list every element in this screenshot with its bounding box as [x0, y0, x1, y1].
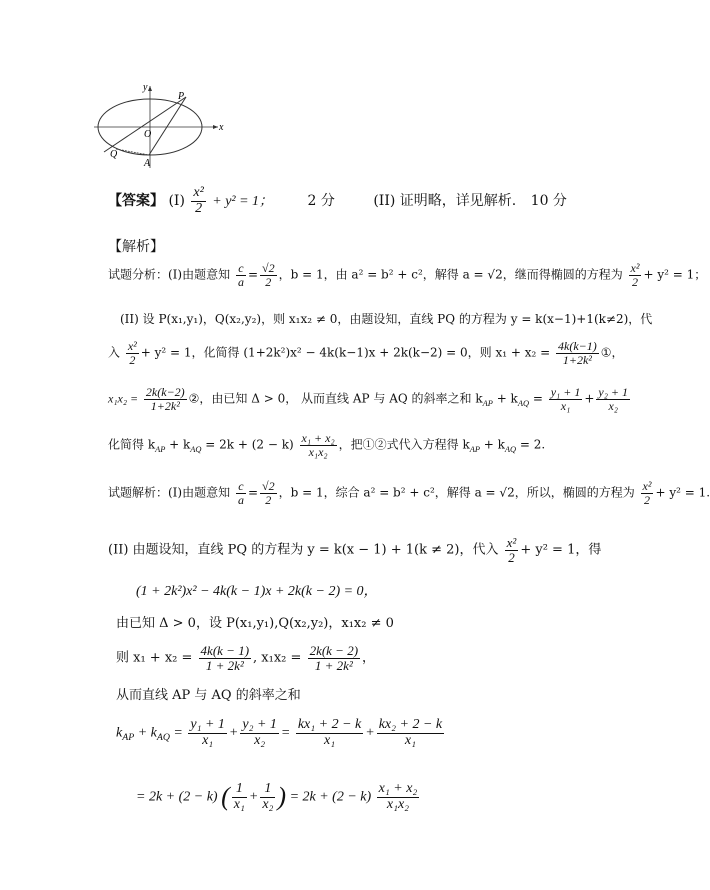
x2-over-2-c: $\frac{\text{x²}}{2}$ [642, 479, 652, 507]
c-over-a-2: $\frac{c}{a}$ [237, 479, 244, 507]
x-axis-arrow [213, 125, 218, 129]
y-axis-arrow [148, 86, 152, 91]
solution-line-7: $k_{AP} + k_{AQ}$ = $\frac{\text{y₁ + 1}}{\text{x₁}}$ + $\frac{\text{y₂ + 1}}{\text{x₂}}$ = $\frac{\text{kx₁ + 2 − k}}{\text{x₁}}$ + $\frac{\text{kx₂ + 2 − k}}{\text{x₁}}$ [116, 717, 443, 748]
slope1-fraction: $\frac{\text{y₁ + 1}}{\text{x₁}}$ [550, 385, 581, 413]
ratio-fraction-2: $\frac{\text{x₁ + x₂}}{\text{x₁x₂}}$ [378, 781, 418, 812]
label-q: Q [110, 149, 118, 160]
ellipse-figure [90, 80, 230, 170]
right-paren: ) [277, 782, 287, 812]
answer-fraction: $\frac{\text{x²}}{2}$ [193, 185, 204, 216]
analysis-line-1: 试题分析：(I)由题意知 $\frac{c}{a}$ = $\frac{√2}{2}$ ，b = 1，由 a² = b² + c²，解得 a = √2，继而得椭圆的方程为 $\frac{\text{x²}}{2}$ + y² = 1； [108, 261, 707, 289]
analysis-line-4: x₁x₂ = $\frac{2k(k-2)}{\text{1+2k²}}$ ②，由已知 Δ > 0， 从而直线 AP 与 AQ 的斜率之和 $k_{AP} + k_{AQ}$ = $\frac{\text{y₁ + 1}}{\text{x₁}}$ + $\frac{\text{y₂ + 1}}{\text{x₂}}$ [108, 385, 628, 413]
line-ap [149, 97, 186, 155]
slope2-fraction: $\frac{\text{y₂ + 1}}{\text{x₂}}$ [598, 385, 628, 413]
sum-fraction: $\frac{4k(k-1)}{\text{1+2k²}}$ [558, 339, 597, 367]
solution-line-1: 试题解析：(I)由题意知 $\frac{c}{a}$ = $\frac{√2}{2}$ ，b = 1，综合 a² = b² + c²，解得 a = √2，所以，椭圆的方程为 $\frac{\text{x²}}{2}$ + y² = 1. [108, 479, 710, 507]
x2-over-2-d: $\frac{\text{x²}}{2}$ [506, 535, 517, 565]
solution-line-2: (II) 由题设知，直线 PQ 的方程为 y = k(x − 1) + 1(k ≠ 2)，代入 $\frac{\text{x²}}{2}$ + y² = 1，得 [108, 535, 602, 565]
x2-over-2-b: $\frac{\text{x²}}{2}$ [127, 339, 137, 367]
slope3-fraction: $\frac{\text{kx₁ + 2 − k}}{\text{x₁}}$ [297, 717, 362, 748]
label-o: O [144, 129, 152, 140]
ratio-fraction: $\frac{\text{x₁ + x₂}}{\text{x₁x₂}}$ [301, 431, 335, 459]
solution-line-4: 由已知 Δ > 0，设 P(x₁,y₁),Q(x₂,y₂)，x₁x₂ ≠ 0 [116, 616, 394, 631]
solution-line-3: (1 + 2k²)x² − 4k(k − 1)x + 2k(k − 2) = 0， [136, 584, 378, 599]
answer-line [108, 186, 567, 216]
analysis-line-5: 化简得 $k_{AP} + k_{AQ} = 2k + (2 - k)$ $\frac{\text{x₁ + x₂}}{\text{x₁x₂}}$ ，把①②式代入方程得 $k_{AP} + k_{AQ} = 2$. [108, 431, 546, 459]
answer-score2: 10 分 [530, 193, 567, 210]
left-paren: ( [221, 782, 230, 812]
label-x: x [219, 122, 224, 133]
solution-line-5: 则 x₁ + x₂ = $\frac{4k(k - 1)}{\text{1 + 2k²}}$ , x₁x₂ = $\frac{2k(k - 2)}{\text{1 + 2k²}}$ ， [116, 643, 376, 673]
label-y: y [143, 82, 148, 93]
analysis-tag: 【解析】 [108, 239, 164, 255]
answer-eq-tail: + y² = 1； [212, 194, 274, 210]
slope2-fraction-2: $\frac{\text{y₂ + 1}}{\text{x₂}}$ [242, 717, 277, 748]
slope1-fraction-2: $\frac{\text{y₁ + 1}}{\text{x₁}}$ [190, 717, 225, 748]
product-fraction-2: $\frac{2k(k - 2)}{\text{1 + 2k²}}$ [309, 643, 359, 673]
inv-x2: $\frac{1}{\text{x₂}}$ [262, 781, 274, 812]
root2-over-2-2: $\frac{√2}{2}$ [262, 479, 275, 507]
label-p: P [178, 91, 185, 102]
root2-over-2: $\frac{√2}{2}$ [262, 261, 275, 289]
analysis-line-3: 入 $\frac{\text{x²}}{2}$ + y² = 1，化简得 (1+2k²)x² − 4k(k−1)x + 2k(k−2) = 0，则 x₁ + x₂ = $\frac{4k(k-1)}{\text{1+2k²}}$ ①， [108, 339, 624, 367]
label-a: A [144, 158, 151, 169]
answer-part2: (II) 证明略，详见解析. [373, 193, 517, 210]
answer-part1: (I) [168, 193, 185, 210]
answer-score1: 2 分 [307, 193, 335, 210]
product-fraction: $\frac{2k(k-2)}{\text{1+2k²}}$ [145, 385, 185, 413]
solution-line-6: 从而直线 AP 与 AQ 的斜率之和 [116, 688, 301, 703]
x2-over-2: $\frac{\text{x²}}{2}$ [630, 261, 640, 289]
analysis-line-2: (II) 设 P(x₁,y₁)，Q(x₂,y₂)，则 x₁x₂ ≠ 0，由题设知，直线 PQ 的方程为 y = k(x−1)+1(k≠2)，代 [120, 312, 653, 326]
sum-fraction-2: $\frac{4k(k - 1)}{\text{1 + 2k²}}$ [200, 643, 250, 673]
slope4-fraction: $\frac{\text{kx₂ + 2 − k}}{\text{x₁}}$ [378, 717, 443, 748]
answer-tag: 【答案】 [108, 193, 164, 210]
inv-x1: $\frac{1}{\text{x₁}}$ [233, 781, 245, 812]
solution-line-8: = 2k + (2 − k) ( $\frac{1}{\text{x₁}}$ + $\frac{1}{\text{x₂}}$ ) = 2k + (2 − k) $\frac{\text{x₁ + x₂}}{\text{x₁x₂}}$ [136, 781, 418, 812]
c-over-a: $\frac{c}{a}$ [237, 261, 244, 289]
